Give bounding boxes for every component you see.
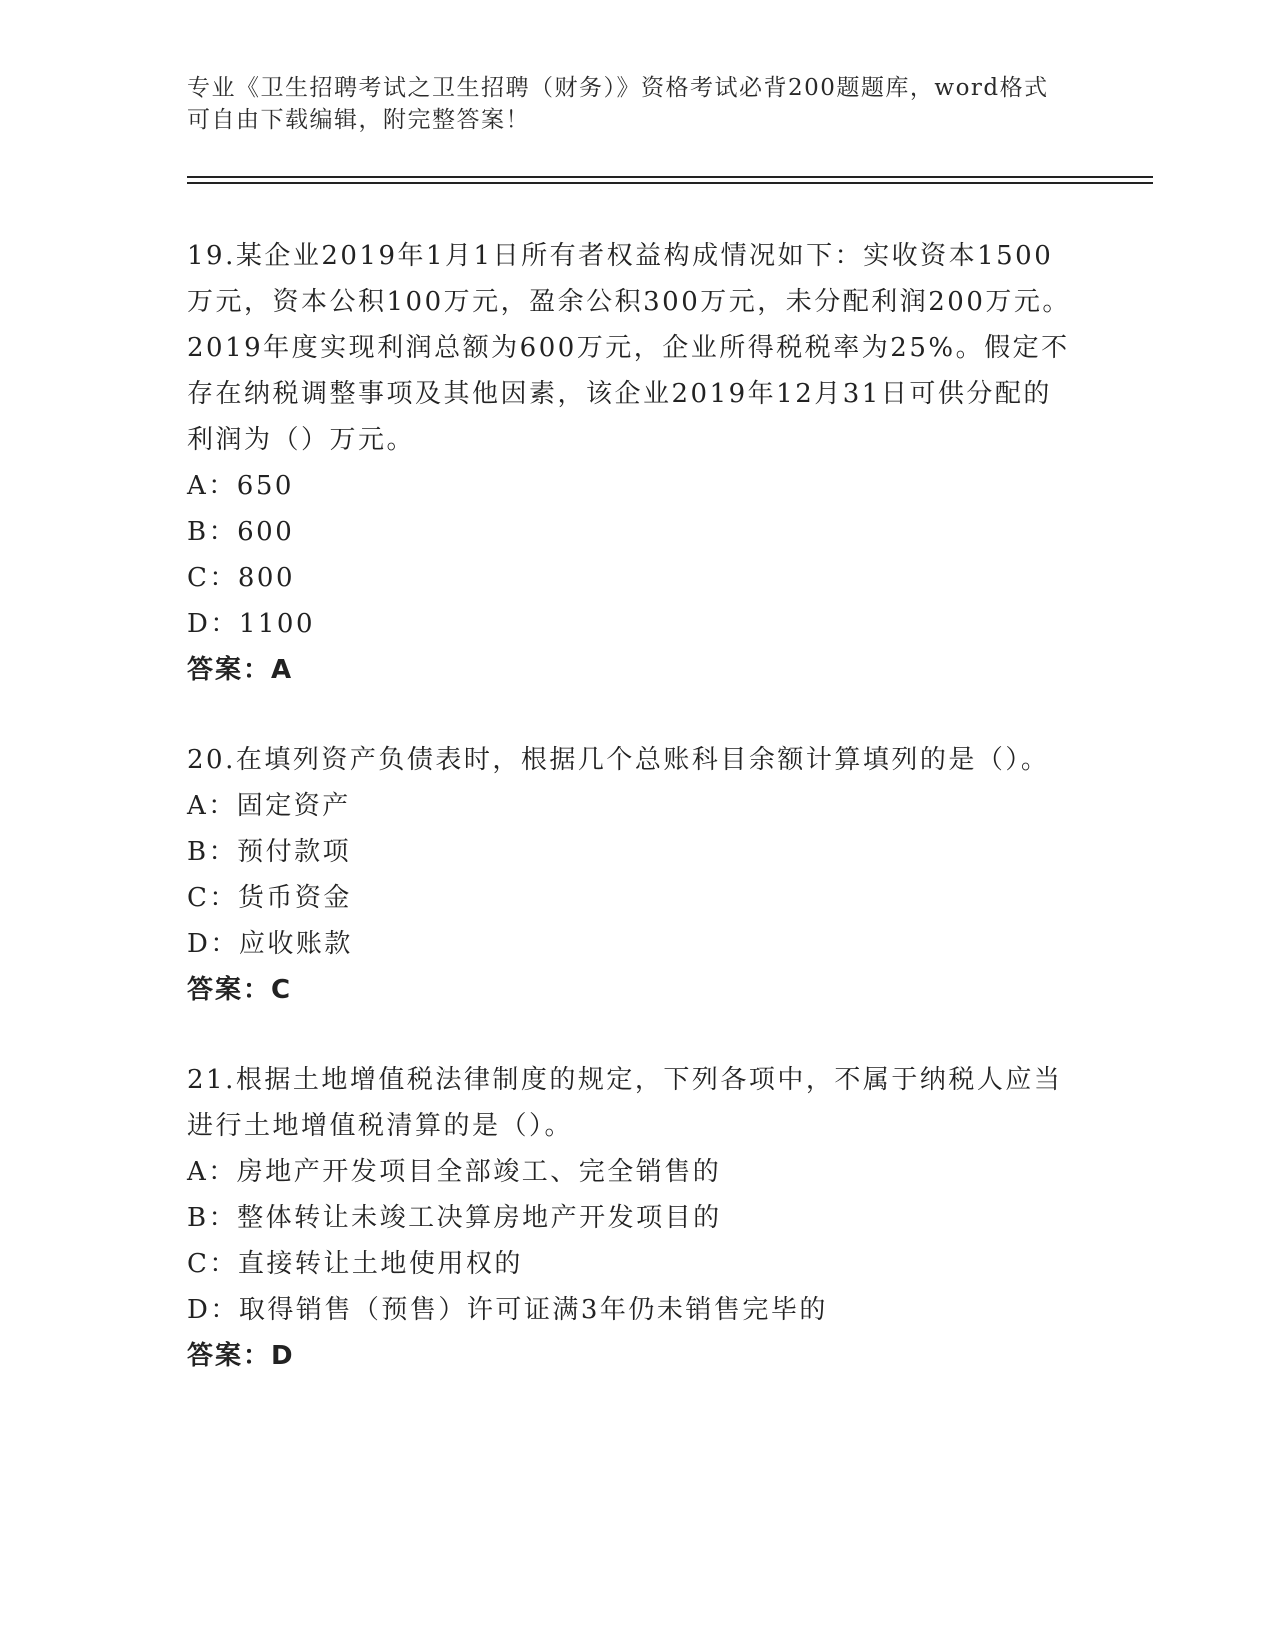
option-a: A：650 bbox=[187, 471, 294, 501]
answer: 答案：A bbox=[187, 655, 294, 685]
option-d: D：1100 bbox=[187, 609, 316, 639]
option-b: B：整体转让未竣工决算房地产开发项目的 bbox=[187, 1203, 722, 1233]
option-b: B：预付款项 bbox=[187, 837, 352, 867]
option-c: C：800 bbox=[187, 563, 296, 593]
option-b: B：600 bbox=[187, 517, 295, 547]
option-a: A：房地产开发项目全部竣工、完全销售的 bbox=[187, 1157, 722, 1187]
question-stem: 20.在填列资产负债表时，根据几个总账科目余额计算填列的是（）。 bbox=[187, 745, 1050, 775]
answer: 答案：D bbox=[187, 1341, 295, 1371]
answer: 答案：C bbox=[187, 975, 293, 1005]
option-a: A：固定资产 bbox=[187, 791, 351, 821]
document-header: 专业《卫生招聘考试之卫生招聘（财务）》资格考试必背200题题库，word格式可自由下载编辑，附完整答案！ bbox=[187, 75, 1049, 133]
question-stem: 21.根据土地增值税法律制度的规定，下列各项中，不属于纳税人应当进行土地增值税清算的是（）。 bbox=[187, 1065, 1063, 1141]
question-21 bbox=[187, 1057, 1077, 1379]
option-d: D：应收账款 bbox=[187, 929, 353, 959]
header-divider-top bbox=[187, 176, 1153, 178]
option-d: D：取得销售（预售）许可证满3年仍未销售完毕的 bbox=[187, 1295, 828, 1325]
option-c: C：直接转让土地使用权的 bbox=[187, 1249, 523, 1279]
header-divider-bottom bbox=[187, 182, 1153, 184]
question-stem: 19.某企业2019年1月1日所有者权益构成情况如下：实收资本1500万元，资本公积100万元，盈余公积300万元，未分配利润200万元。2019年度实现利润总额为600万元，企业所得税税率为25%。假定不存在纳税调整事项及其他因素，该企业2019年12月31日可供分配的利润为（）万元。 bbox=[187, 241, 1071, 455]
question-list bbox=[187, 233, 1077, 1423]
option-c: C：货币资金 bbox=[187, 883, 352, 913]
question-19 bbox=[187, 233, 1077, 693]
question-20 bbox=[187, 737, 1077, 1013]
